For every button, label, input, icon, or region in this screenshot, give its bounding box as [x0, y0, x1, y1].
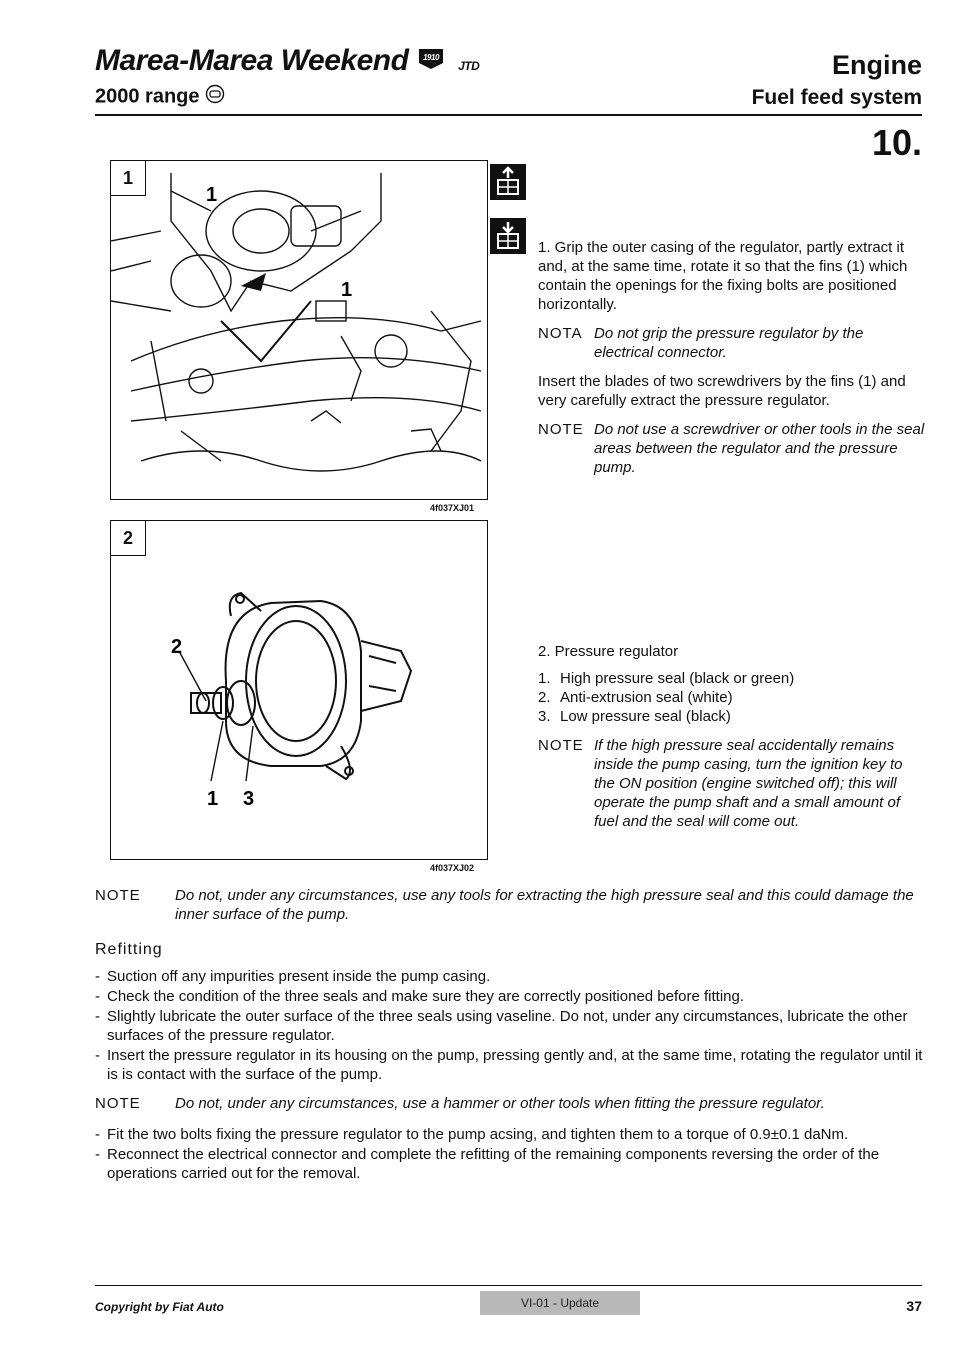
subsection-title: Fuel feed system	[751, 86, 922, 109]
callout-1a: 1	[206, 184, 218, 206]
remove-icon	[490, 164, 526, 200]
step-1: 1. Grip the outer casing of the regulator, partly extract it and, at the same time, rotate it so that the fins (1) which contain the openings for the fixing bolts are positioned horizontally.	[538, 239, 908, 313]
refitting-heading: Refitting	[95, 941, 163, 958]
range-label: 2000 range	[95, 84, 225, 110]
list-item: - Check the condition of the three seals and make sure they are correctly positioned before fitting.	[95, 988, 745, 1005]
figure-number: 1	[111, 161, 146, 196]
figure-1	[110, 160, 488, 500]
diesel-icon	[205, 84, 225, 110]
regulator-legend	[538, 642, 926, 841]
engine-logo-icon	[416, 45, 446, 79]
screwdriver-instruction: Insert the blades of two screwdrivers by the fins (1) and very carefully extract the pressure regulator.	[538, 373, 906, 409]
note-seal-stuck: NOTE If the high pressure seal accidentally remains inside the pump casing, turn the ignition key to the ON position (engine switched off); this will operate the pump shaft and a small amount of fuel and the seal will come out.	[538, 737, 903, 830]
seal-list	[538, 669, 926, 726]
list-item: 3. Low pressure seal (black)	[538, 708, 731, 725]
copyright: Copyright by Fiat Auto	[95, 1300, 224, 1314]
callout-2: 2	[171, 636, 183, 658]
figure-2	[110, 520, 488, 860]
figure-2-code: 4f037XJ02	[430, 863, 475, 873]
list-item: 1. High pressure seal (black or green)	[538, 670, 795, 687]
refit-steps	[95, 967, 925, 1084]
list-item: 2. Anti-extrusion seal (white)	[538, 689, 733, 706]
svg-text:1910: 1910	[423, 53, 440, 63]
engine-regulator-illustration	[111, 161, 487, 499]
removal-text	[538, 238, 926, 487]
refit-icon	[490, 218, 526, 254]
figure-2-caption: 2. Pressure regulator	[538, 643, 679, 660]
section-title: Engine	[831, 50, 922, 80]
section-number: 10.	[871, 122, 922, 163]
callout-3: 3	[243, 788, 255, 810]
refitting-section	[95, 886, 925, 1184]
header-divider	[95, 114, 922, 116]
update-badge: VI-01 - Update	[480, 1291, 640, 1315]
manual-title: Marea-Marea Weekend 1910 JTD	[95, 44, 479, 79]
list-item: - Suction off any impurities present inside the pump casing.	[95, 968, 491, 985]
note-extraction-tools: NOTE Do not, under any circumstances, use any tools for extracting the high pressure seal and this could damage the inner surface of the pump.	[95, 887, 914, 923]
note-screwdriver: NOTE Do not use a screwdriver or other tools in the seal areas between the regulator and the pressure pump.	[538, 421, 925, 476]
footer-divider	[95, 1285, 922, 1286]
list-item: - Slightly lubricate the outer surface of the three seals using vaseline. Do not, under any circumstances, lubricate the other surfaces of the pressure regulator.	[95, 1008, 908, 1044]
callout-1b: 1	[341, 279, 353, 301]
note-regulator-grip: NOTA Do not grip the pressure regulator by the electrical connector.	[538, 325, 864, 361]
note-hammer: NOTE Do not, under any circumstances, use a hammer or other tools when fitting the pressure regulator.	[95, 1095, 825, 1112]
final-steps	[95, 1125, 925, 1183]
list-item: - Reconnect the electrical connector and complete the refitting of the remaining components reversing the order of the operations carried out for the removal.	[95, 1146, 880, 1182]
page-number: 37	[906, 1298, 922, 1314]
list-item: - Fit the two bolts fixing the pressure regulator to the pump acsing, and tighten them to a torque of 0.9±0.1 daNm.	[95, 1126, 849, 1143]
pressure-regulator-illustration	[111, 521, 487, 859]
figure-1-code: 4f037XJ01	[430, 503, 475, 513]
callout-1: 1	[207, 788, 219, 810]
list-item: - Insert the pressure regulator in its housing on the pump, pressing gently and, at the same time, rotating the regulator until it is is contact with the surface of the pump.	[95, 1047, 923, 1083]
figure-number: 2	[111, 521, 146, 556]
